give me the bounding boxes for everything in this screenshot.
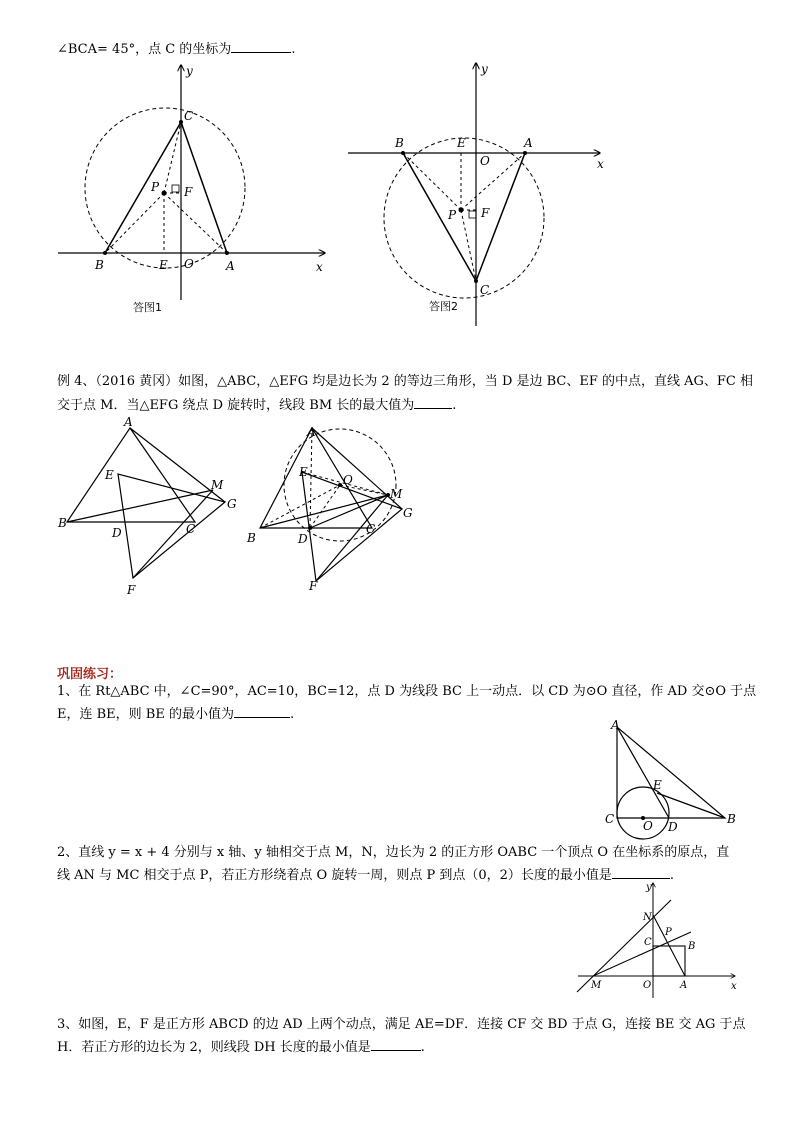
- label-A: A: [680, 980, 688, 991]
- dashed-AD: [310, 428, 312, 528]
- label-C: C: [366, 522, 376, 536]
- label-E: E: [457, 136, 466, 150]
- label-x: x: [731, 981, 737, 992]
- line-FC-to-M: [133, 490, 213, 578]
- line-FM: [316, 495, 388, 581]
- label-A: A: [524, 136, 533, 150]
- label-A: A: [307, 425, 316, 439]
- period: .: [289, 707, 295, 722]
- label-A: A: [611, 718, 620, 732]
- label-M: M: [591, 980, 602, 991]
- label-C: C: [186, 522, 196, 536]
- label-y: y: [481, 62, 488, 76]
- label-O: O: [480, 154, 490, 168]
- label-E: E: [159, 258, 168, 272]
- dashed-PB: [403, 153, 461, 210]
- label-F: F: [127, 583, 136, 597]
- label-E: E: [299, 465, 308, 479]
- example-4-line-1: 例 4、（2016 黄冈）如图，△ABC，△EFG 均是边长为 2 的等边三角形，当 D 是边 BC、EF 的中点，直线 AG、FC 相: [57, 374, 754, 389]
- example-4-text: 交于点 M．当△EFG 绕点 D 旋转时，线段 BM 长的最大值为: [57, 398, 415, 413]
- practice-3-text: H．若正方形的边长为 2，则线段 DH 长度的最小值是: [57, 1040, 371, 1055]
- label-O: O: [643, 980, 652, 991]
- period: .: [291, 42, 296, 57]
- point-C: [179, 120, 183, 124]
- period: .: [420, 1040, 425, 1055]
- label-O: O: [184, 257, 194, 271]
- label-B: B: [727, 812, 736, 826]
- label-O: O: [343, 473, 353, 487]
- dashed-PA: [164, 193, 227, 253]
- dashed-PC: [461, 210, 476, 281]
- label-F: F: [184, 185, 193, 199]
- point-A: [523, 151, 527, 155]
- label-B: B: [688, 941, 696, 952]
- practice-2-line-1: 2、直线 y = x + 4 分别与 x 轴、y 轴相交于点 M，N，边长为 2 的正方形 OABC 一个顶点 O 在坐标系的原点，直: [57, 845, 730, 860]
- answer-blank: [612, 866, 670, 879]
- label-G: G: [227, 497, 237, 511]
- label-P: P: [151, 180, 160, 194]
- figure-practice-2: [575, 880, 745, 1000]
- practice-1-line-1: 1、在 Rt△ABC 中，∠C=90°，AC=10，BC=12，点 D 为线段 BC 上一动点．以 CD 为⊙O 直径，作 AD 交⊙O 于点: [57, 684, 757, 699]
- triangle-EFG: [302, 472, 402, 581]
- line-MC: [593, 932, 691, 976]
- answer-blank: [371, 1038, 421, 1051]
- period: .: [669, 868, 675, 883]
- label-F: F: [309, 579, 318, 593]
- figure-answer-2: [345, 58, 615, 328]
- label-x: x: [597, 157, 604, 171]
- triangle-ABC: [617, 727, 725, 818]
- caption-answer-1: 答图1: [133, 301, 162, 314]
- label-D: D: [668, 820, 678, 834]
- label-P: P: [665, 927, 672, 938]
- practice-2-text: 线 AN 与 MC 相交于点 P，若正方形绕着点 O 旋转一周，则点 P 到点（0，2）长度的最小值是: [57, 868, 612, 883]
- caption-answer-2: 答图2: [429, 300, 458, 313]
- label-B: B: [395, 136, 404, 150]
- answer-blank: [234, 705, 290, 718]
- segment-BC: [403, 153, 476, 281]
- dashed-circle: [85, 108, 245, 268]
- label-y: y: [646, 882, 652, 893]
- segment-BC: [105, 122, 181, 253]
- figure-example-4-a: [55, 415, 245, 600]
- label-E: E: [653, 778, 662, 792]
- label-F: F: [481, 206, 490, 220]
- right-angle-mark: [172, 185, 179, 192]
- label-B: B: [95, 258, 104, 272]
- right-angle-mark: [469, 211, 476, 218]
- practice-heading: 巩固练习：: [57, 667, 123, 682]
- label-C: C: [184, 109, 194, 123]
- point-D: [308, 526, 312, 530]
- example-4-line-2: [57, 396, 747, 414]
- point-P: [162, 191, 167, 196]
- problem-continuation-line: [57, 40, 747, 58]
- point-C: [474, 279, 478, 283]
- point-B: [103, 251, 107, 255]
- label-x: x: [316, 260, 323, 274]
- figure-example-4-b: [240, 415, 430, 600]
- line-AD: [617, 727, 669, 818]
- figure-answer-1: [50, 60, 340, 330]
- label-y: y: [186, 64, 193, 78]
- label-D: D: [298, 532, 308, 546]
- point-P: [459, 208, 464, 213]
- label-B: B: [247, 531, 256, 545]
- answer-blank: [414, 396, 452, 409]
- practice-3-line-1: 3、如图，E，F 是正方形 ABCD 的边 AD 上两个动点，满足 AE=DF．连接 CF 交 BD 于点 G，连接 BE 交 AG 于点: [57, 1017, 746, 1032]
- label-D: D: [112, 526, 122, 540]
- dashed-PA: [461, 153, 525, 210]
- label-A: A: [226, 259, 235, 273]
- continuation-text: ∠BCA= 45°，点 C 的坐标为: [57, 42, 232, 57]
- answer-blank: [231, 40, 291, 53]
- label-E: E: [105, 468, 114, 482]
- label-N: N: [643, 912, 652, 923]
- square-OABC: [653, 946, 685, 976]
- label-P: P: [448, 208, 457, 222]
- label-C: C: [644, 937, 652, 948]
- label-A: A: [124, 415, 133, 429]
- label-B: B: [58, 516, 67, 530]
- practice-1-text: E，连 BE，则 BE 的最小值为: [57, 707, 234, 722]
- figure-practice-1: [600, 715, 750, 840]
- label-G: G: [403, 506, 413, 520]
- point-O: [338, 483, 342, 487]
- dashed-PC: [164, 122, 181, 193]
- label-O: O: [643, 819, 653, 833]
- period: .: [452, 398, 457, 413]
- practice-3-line-2: [57, 1038, 747, 1056]
- label-C: C: [480, 283, 490, 297]
- dashed-BO: [260, 485, 340, 528]
- point-B: [401, 151, 405, 155]
- label-C: C: [605, 812, 615, 826]
- label-M: M: [390, 487, 403, 501]
- label-M: M: [211, 478, 224, 492]
- point-A: [225, 251, 229, 255]
